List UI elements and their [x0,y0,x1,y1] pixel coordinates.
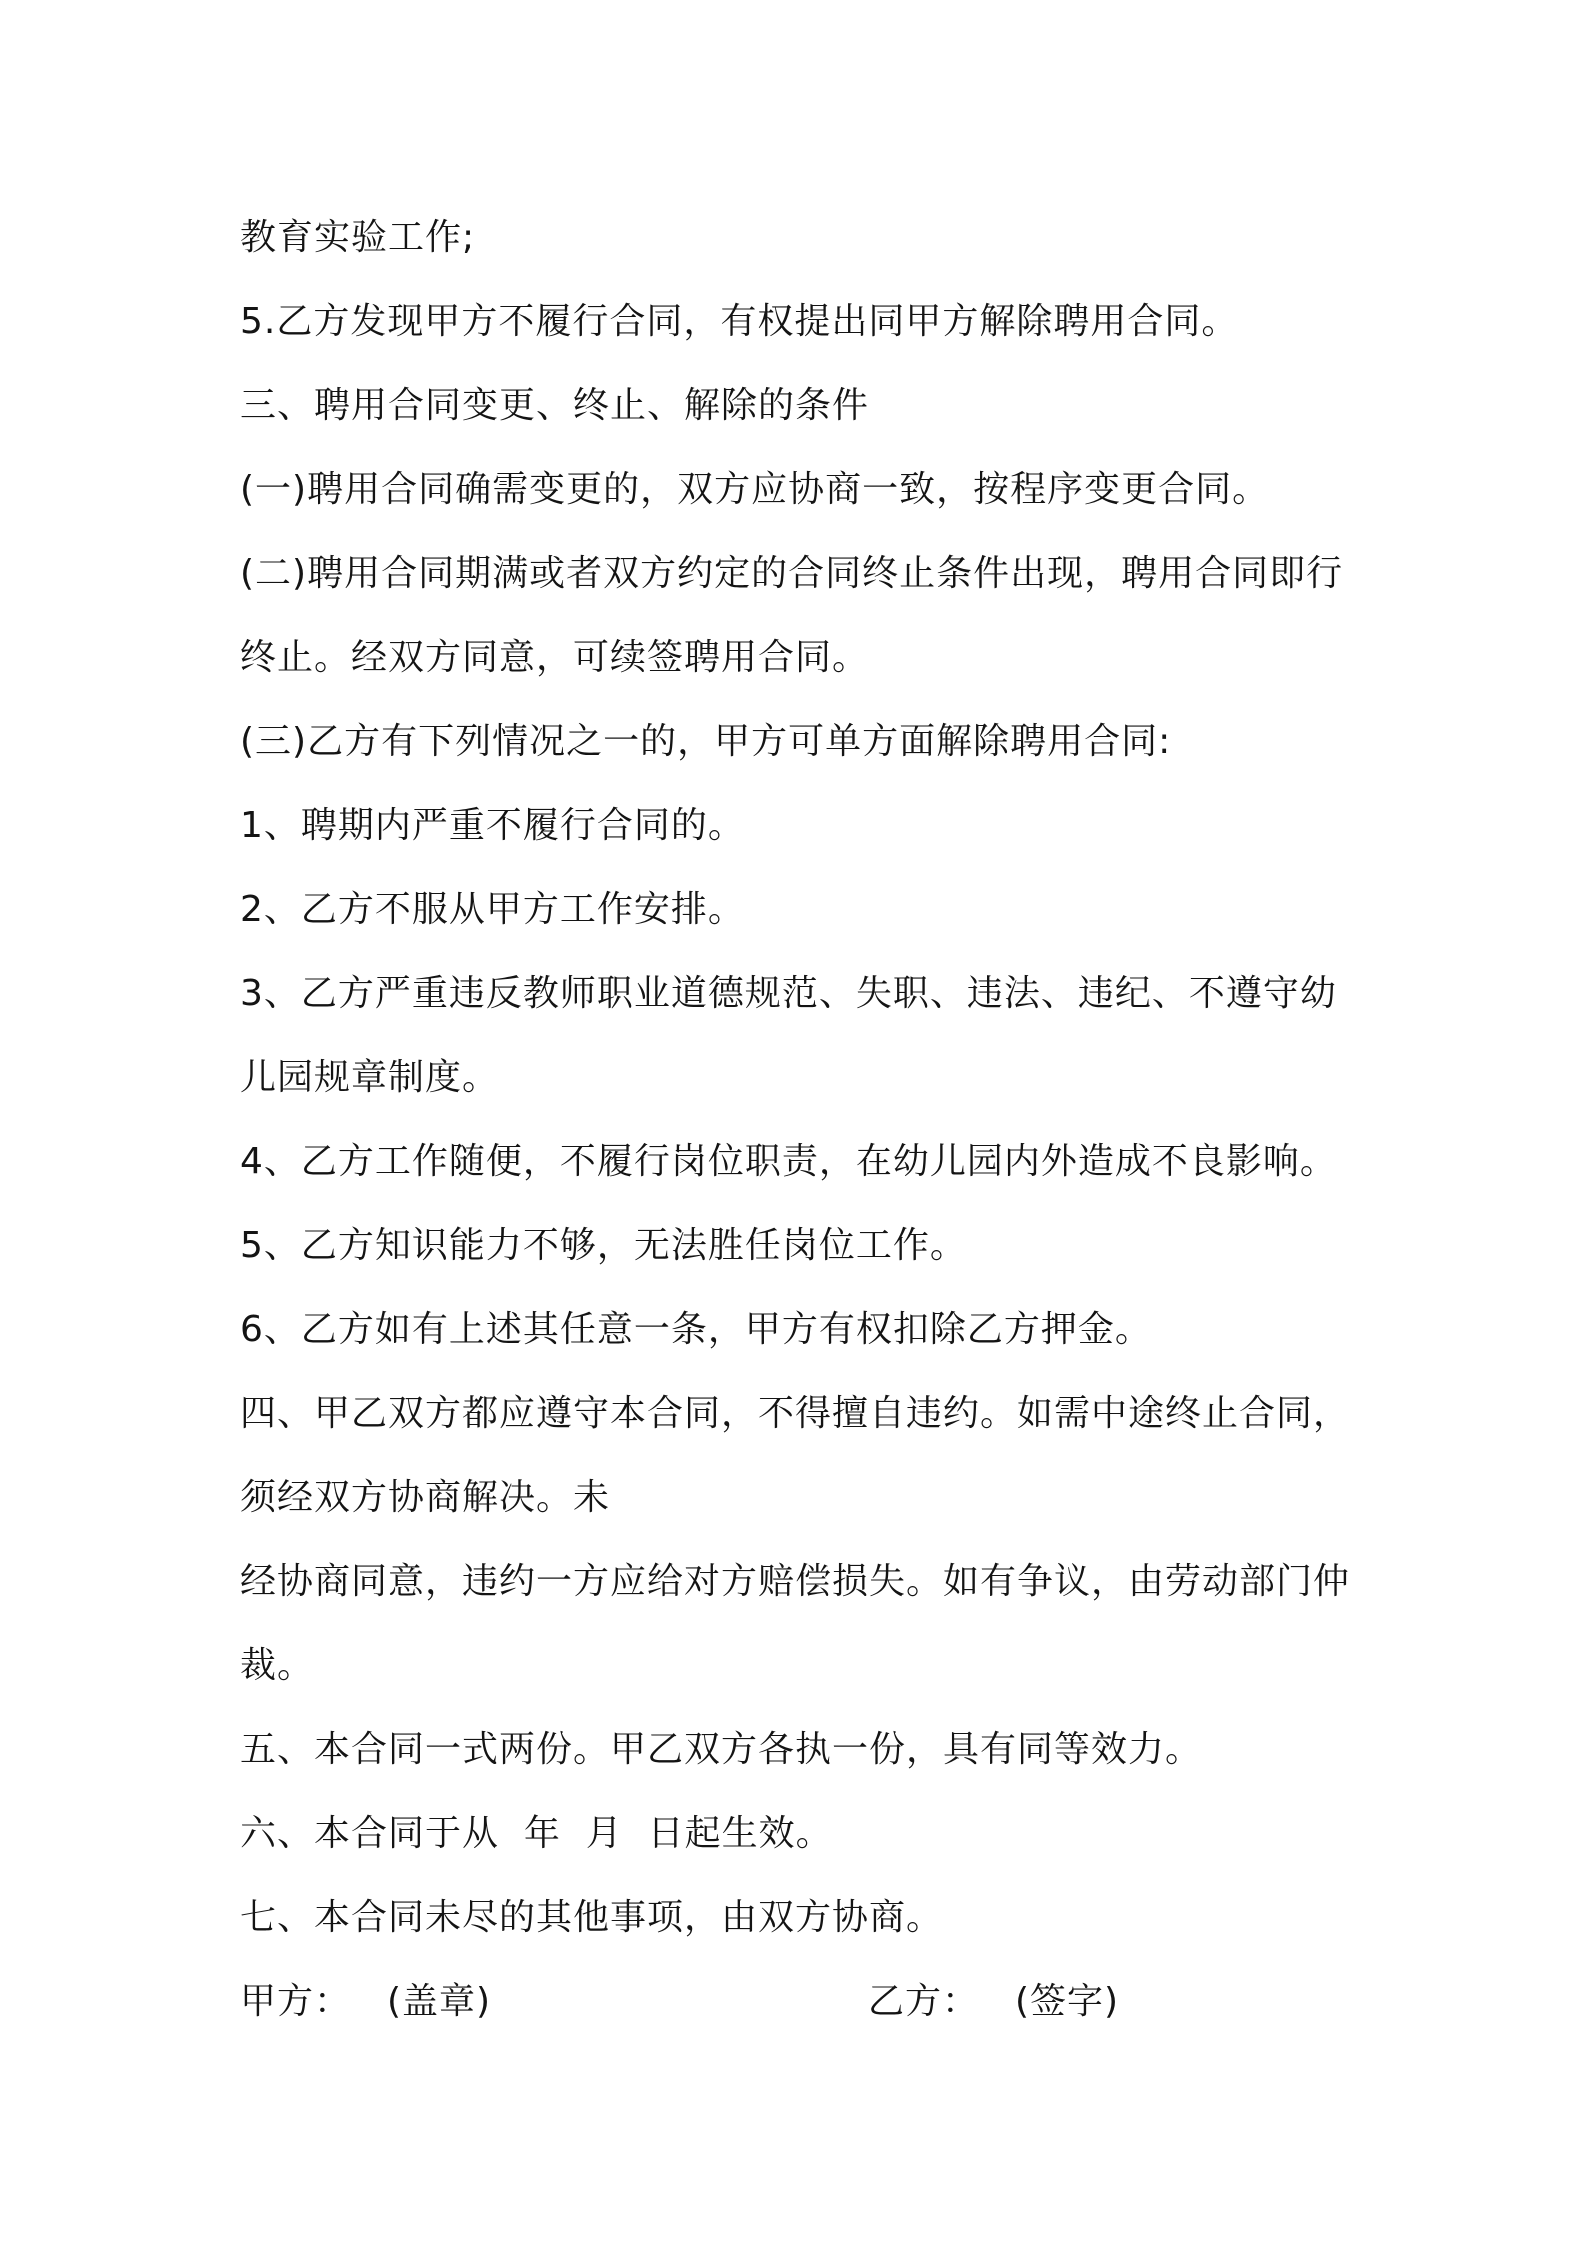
section-heading: 七、本合同未尽的其他事项，由双方协商。 [240,1897,944,1938]
text-line: 儿园规章制度。 [240,1057,500,1098]
party-a-seal-mark: (盖章) [387,1981,492,2022]
list-item: 1、聘期内严重不履行合同的。 [240,805,745,846]
text-line: (一)聘用合同确需变更的，双方应协商一致，按程序变更合同。 [240,469,1270,510]
text-line: 裁。 [240,1645,315,1686]
signature-row [240,1960,1370,2044]
list-item: 6、乙方如有上述其任意一条，甲方有权扣除乙方押金。 [240,1309,1152,1350]
document-body [240,196,1370,2044]
section-heading: 三、聘用合同变更、终止、解除的条件 [240,385,870,426]
party-a-signature [240,1960,491,2044]
section-heading: 四、甲乙双方都应遵守本合同，不得擅自违约。如需中途终止合同， [240,1393,1351,1434]
party-b-signature [868,1960,1119,2044]
text-line: (二)聘用合同期满或者双方约定的合同终止条件出现，聘用合同即行 [240,553,1344,594]
party-a-label: 甲方： [240,1981,352,2022]
list-item: 2、乙方不服从甲方工作安排。 [240,889,745,930]
list-item: 5、乙方知识能力不够，无法胜任岗位工作。 [240,1225,967,1266]
text-line: 5.乙方发现甲方不履行合同，有权提出同甲方解除聘用合同。 [240,301,1239,342]
text-line: 经协商同意，违约一方应给对方赔偿损失。如有争议，由劳动部门仲 [240,1561,1351,1602]
section-heading: 五、本合同一式两份。甲乙双方各执一份，具有同等效力。 [240,1729,1203,1770]
party-b-sign-mark: (签字) [1015,1981,1120,2022]
text-line: 须经双方协商解决。未 [240,1477,611,1518]
list-item: 4、乙方工作随便，不履行岗位职责，在幼儿园内外造成不良影响。 [240,1141,1337,1182]
text-line: 终止。经双方同意，可续签聘用合同。 [240,637,870,678]
text-line: 教育实验工作; [240,217,476,258]
section-heading: 六、本合同于从 年 月 日起生效。 [240,1813,833,1854]
text-line: (三)乙方有下列情况之一的，甲方可单方面解除聘用合同: [240,721,1172,762]
list-item: 3、乙方严重违反教师职业道德规范、失职、违法、违纪、不遵守幼 [240,973,1337,1014]
party-b-label: 乙方： [868,1981,980,2022]
